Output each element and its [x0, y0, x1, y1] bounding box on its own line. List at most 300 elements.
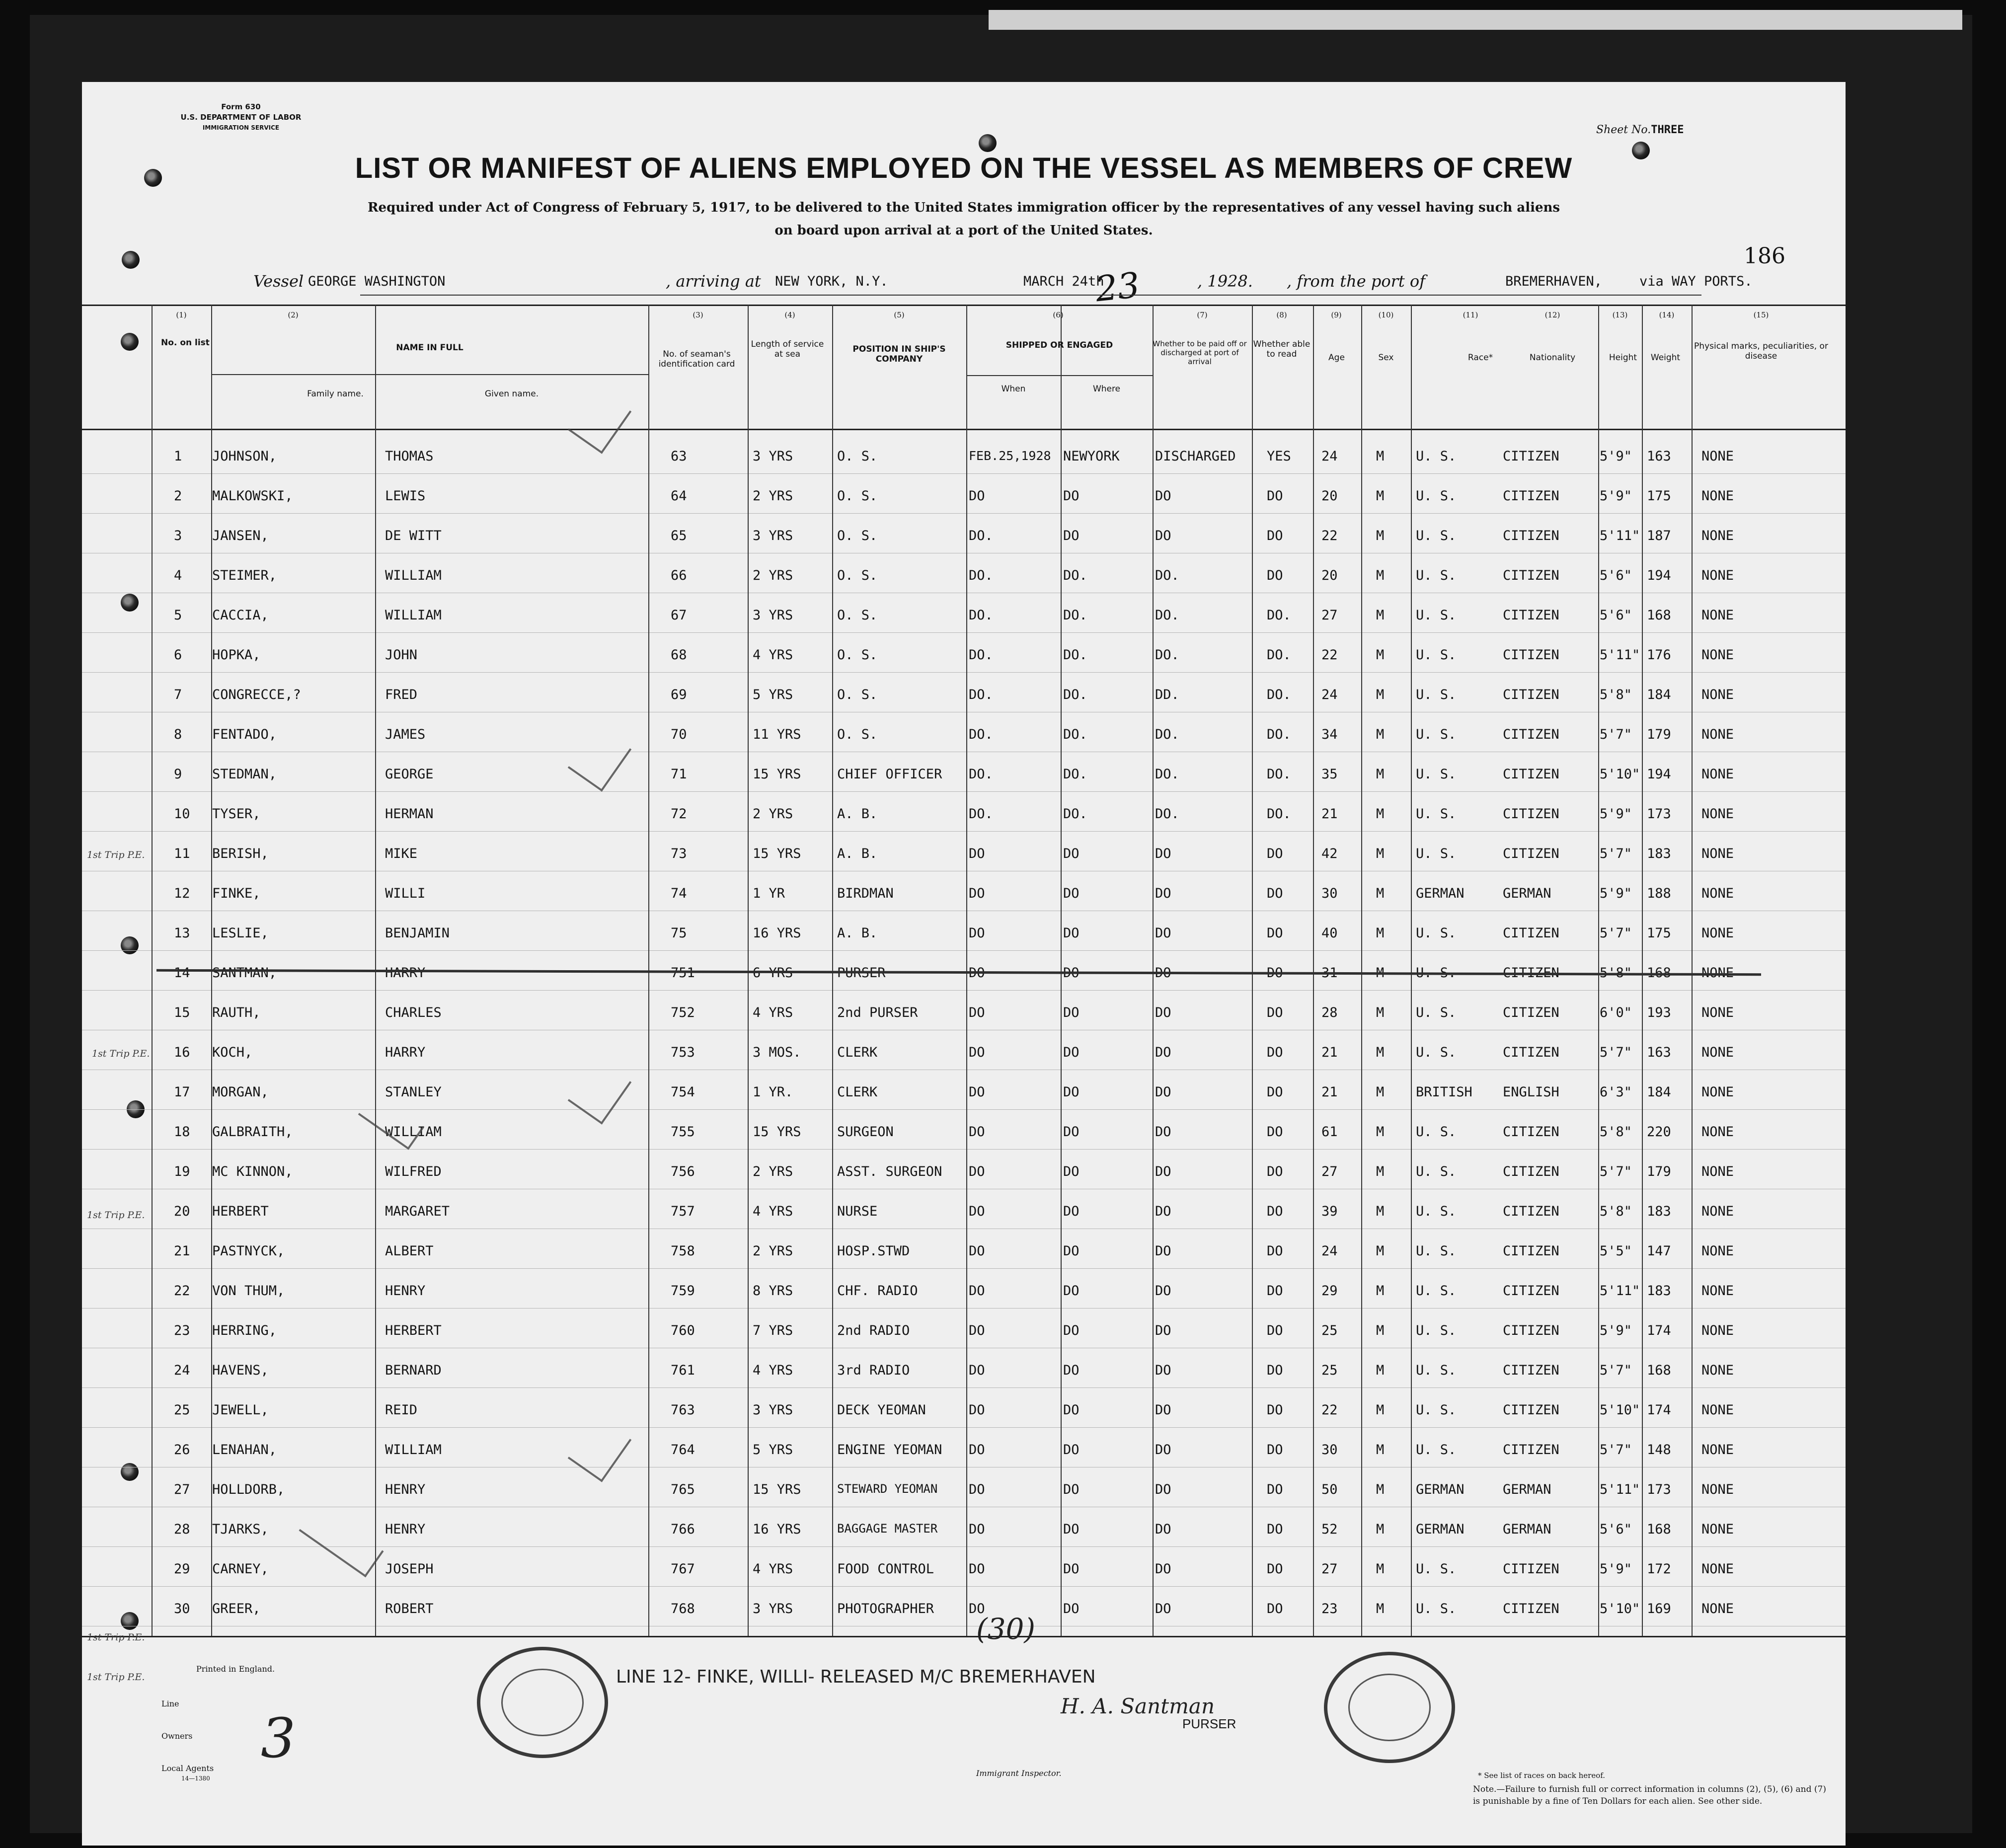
length-of-service: 15 YRS	[753, 846, 801, 861]
punch-hole	[122, 251, 140, 269]
row-number: 25	[174, 1402, 190, 1418]
column-number: (7)	[1197, 310, 1208, 319]
row-number: 13	[174, 925, 190, 941]
margin-note: 1st Trip P.E.	[87, 1672, 145, 1683]
shipped-where: DO	[1063, 1561, 1080, 1577]
release-note: LINE 12- FINKE, WILLI- RELEASED M/C BREMERHAVEN	[616, 1667, 1096, 1687]
height: 5'11"	[1600, 1482, 1640, 1497]
race: U. S.	[1416, 568, 1457, 583]
family-name: HOPKA,	[212, 647, 261, 663]
shipped-when: DO.	[969, 568, 993, 583]
shipped-where: DO.	[1063, 608, 1087, 623]
header-sex: Sex	[1378, 353, 1394, 363]
family-name: MALKOWSKI,	[212, 488, 293, 504]
shipped-when: DO	[969, 1204, 985, 1219]
header-no-on-list: No. on list	[161, 338, 210, 348]
shipped-where: DO	[1063, 965, 1080, 981]
race: U. S.	[1416, 488, 1457, 504]
family-name: HERRING,	[212, 1323, 277, 1338]
nationality: GERMAN	[1503, 886, 1551, 901]
column-number: (6)	[1053, 310, 1064, 319]
weight: 163	[1647, 1045, 1671, 1060]
race: U. S.	[1416, 647, 1457, 663]
able-to-read: DO	[1267, 1204, 1283, 1219]
seaman-card-number: 67	[671, 608, 687, 623]
shipped-when: DO	[969, 1363, 985, 1378]
sex: M	[1376, 1045, 1385, 1060]
height: 5'10"	[1600, 767, 1640, 782]
given-name: THOMAS	[385, 449, 434, 464]
height: 5'11"	[1600, 647, 1640, 663]
page-number: 186	[1744, 243, 1785, 269]
height: 5'6"	[1600, 568, 1632, 583]
table-row	[82, 687, 1846, 727]
header-where: Where	[1092, 384, 1121, 394]
paid-off-status: DO	[1155, 528, 1171, 543]
header-height: Height	[1609, 353, 1637, 363]
column-number: (15)	[1753, 310, 1769, 319]
seal-center	[1348, 1674, 1431, 1741]
physical-marks: NONE	[1701, 687, 1734, 702]
table-row	[82, 846, 1846, 886]
length-of-service: 5 YRS	[753, 1442, 793, 1458]
family-name: GALBRAITH,	[212, 1124, 293, 1140]
race: GERMAN	[1416, 1482, 1465, 1497]
seaman-card-number: 757	[671, 1204, 695, 1219]
row-number: 16	[174, 1045, 190, 1060]
weight: 175	[1647, 925, 1671, 941]
shipped-when: DO	[969, 488, 985, 504]
weight: 168	[1647, 1363, 1671, 1378]
table-row	[82, 727, 1846, 767]
seaman-card-number: 758	[671, 1243, 695, 1259]
paid-off-status: DO	[1155, 1601, 1171, 1617]
physical-marks: NONE	[1701, 1522, 1734, 1537]
row-number: 20	[174, 1204, 190, 1219]
length-of-service: 2 YRS	[753, 1243, 793, 1259]
nationality: CITIZEN	[1503, 687, 1559, 702]
punch-hole	[979, 134, 997, 152]
column-number: (5)	[894, 310, 905, 319]
paid-off-status: DO	[1155, 488, 1171, 504]
age: 42	[1321, 846, 1338, 861]
paid-off-status: DO	[1155, 1164, 1171, 1179]
age: 22	[1321, 647, 1338, 663]
length-of-service: 15 YRS	[753, 1482, 801, 1497]
given-name: WILLIAM	[385, 1442, 442, 1458]
row-number: 28	[174, 1522, 190, 1537]
seaman-card-number: 66	[671, 568, 687, 583]
sex: M	[1376, 806, 1385, 822]
table-row	[82, 488, 1846, 528]
local-agents-label: Local Agents	[161, 1764, 214, 1773]
length-of-service: 3 MOS.	[753, 1045, 801, 1060]
race: BRITISH	[1416, 1084, 1472, 1100]
given-name: MIKE	[385, 846, 418, 861]
table-row	[82, 608, 1846, 647]
physical-marks: NONE	[1701, 1363, 1734, 1378]
height: 5'11"	[1600, 528, 1640, 543]
header-family-name: Family name.	[307, 389, 364, 399]
height: 5'7"	[1600, 925, 1632, 941]
position: BIRDMAN	[837, 886, 894, 901]
weight: 176	[1647, 647, 1671, 663]
via-ports: via WAY PORTS.	[1639, 274, 1753, 289]
nationality: CITIZEN	[1503, 1045, 1559, 1060]
position: 2nd RADIO	[837, 1323, 910, 1338]
race: U. S.	[1416, 1442, 1457, 1458]
family-name: HOLLDORB,	[212, 1482, 285, 1497]
seaman-card-number: 63	[671, 449, 687, 464]
shipped-when: DO.	[969, 687, 993, 702]
table-row	[82, 1124, 1846, 1164]
nationality: CITIZEN	[1503, 608, 1559, 623]
age: 28	[1321, 1005, 1338, 1020]
arrival-date: MARCH 24th	[1023, 274, 1104, 289]
shipped-when: DO	[969, 1522, 985, 1537]
seaman-card-number: 64	[671, 488, 687, 504]
given-name: HENRY	[385, 1283, 426, 1299]
given-name: HARRY	[385, 965, 426, 981]
able-to-read: DO	[1267, 1323, 1283, 1338]
row-number: 4	[174, 568, 182, 583]
sex: M	[1376, 568, 1385, 583]
nationality: CITIZEN	[1503, 806, 1559, 822]
paid-off-status: DO	[1155, 1005, 1171, 1020]
seaman-card-number: 69	[671, 687, 687, 702]
table-row	[82, 1164, 1846, 1204]
weight: 163	[1647, 449, 1671, 464]
sex: M	[1376, 608, 1385, 623]
seaman-card-number: 65	[671, 528, 687, 543]
able-to-read: DO	[1267, 488, 1283, 504]
race: U. S.	[1416, 1124, 1457, 1140]
race: U. S.	[1416, 687, 1457, 702]
position: PURSER	[837, 965, 886, 981]
vessel-label: Vessel	[253, 272, 304, 291]
sex: M	[1376, 1522, 1385, 1537]
able-to-read: DO	[1267, 528, 1283, 543]
weight: 183	[1647, 1204, 1671, 1219]
subheader-rule	[211, 374, 648, 375]
header-seaman-card: No. of seaman's identification card	[658, 349, 735, 369]
table-row	[82, 767, 1846, 806]
shipped-where: DO	[1063, 1442, 1080, 1458]
physical-marks: NONE	[1701, 528, 1734, 543]
weight: 174	[1647, 1402, 1671, 1418]
page-title: LIST OR MANIFEST OF ALIENS EMPLOYED ON THE VESSEL AS MEMBERS OF CREW	[355, 152, 1573, 184]
family-name: CARNEY,	[212, 1561, 269, 1577]
sex: M	[1376, 1363, 1385, 1378]
age: 25	[1321, 1323, 1338, 1338]
height: 5'7"	[1600, 1164, 1632, 1179]
shipped-where: DO	[1063, 846, 1080, 861]
shipped-where: DO	[1063, 1005, 1080, 1020]
seaman-card-number: 766	[671, 1522, 695, 1537]
length-of-service: 4 YRS	[753, 1204, 793, 1219]
shipped-where: DO	[1063, 1164, 1080, 1179]
row-number: 7	[174, 687, 182, 702]
subheader-rule	[966, 375, 1153, 376]
nationality: CITIZEN	[1503, 1204, 1559, 1219]
age: 30	[1321, 886, 1338, 901]
seaman-card-number: 72	[671, 806, 687, 822]
age: 21	[1321, 1084, 1338, 1100]
row-number: 1	[174, 449, 182, 464]
height: 5'9"	[1600, 1561, 1632, 1577]
race: U. S.	[1416, 528, 1457, 543]
height: 5'7"	[1600, 1363, 1632, 1378]
height: 5'5"	[1600, 1243, 1632, 1259]
position: O. S.	[837, 647, 878, 663]
header-physical-marks: Physical marks, peculiarities, or disease	[1694, 341, 1828, 361]
shipped-where: DO	[1063, 1243, 1080, 1259]
able-to-read: DO.	[1267, 647, 1291, 663]
physical-marks: NONE	[1701, 886, 1734, 901]
length-of-service: 16 YRS	[753, 1522, 801, 1537]
table-row	[82, 1005, 1846, 1045]
seaman-card-number: 759	[671, 1283, 695, 1299]
age: 35	[1321, 767, 1338, 782]
row-number: 9	[174, 767, 182, 782]
able-to-read: DO	[1267, 1164, 1283, 1179]
family-name: MORGAN,	[212, 1084, 269, 1100]
physical-marks: NONE	[1701, 965, 1734, 981]
agents-code: 14—1380	[181, 1775, 210, 1782]
age: 24	[1321, 687, 1338, 702]
given-name: WILLI	[385, 886, 426, 901]
handwritten-date-correction: 23	[1093, 264, 1142, 310]
nationality: CITIZEN	[1503, 965, 1559, 981]
seaman-card-number: 768	[671, 1601, 695, 1617]
shipped-when: DO	[969, 1243, 985, 1259]
table-row	[82, 925, 1846, 965]
able-to-read: DO	[1267, 568, 1283, 583]
weight: 175	[1647, 488, 1671, 504]
shipped-when: DO	[969, 1482, 985, 1497]
weight: 168	[1647, 1522, 1671, 1537]
margin-note: 1st Trip P.E.	[87, 849, 145, 860]
table-row	[82, 1045, 1846, 1084]
table-row	[82, 886, 1846, 925]
background-sheet-edge	[989, 10, 1962, 30]
length-of-service: 4 YRS	[753, 1561, 793, 1577]
age: 27	[1321, 1561, 1338, 1577]
able-to-read: DO	[1267, 1084, 1283, 1100]
weight: 174	[1647, 1323, 1671, 1338]
height: 5'7"	[1600, 846, 1632, 861]
family-name: SANTMAN,	[212, 965, 277, 981]
sex: M	[1376, 1402, 1385, 1418]
shipped-when: DO	[969, 1442, 985, 1458]
handwritten-count: (30)	[976, 1612, 1036, 1646]
paid-off-status: DO	[1155, 1045, 1171, 1060]
given-name: MARGARET	[385, 1204, 450, 1219]
weight: 147	[1647, 1243, 1671, 1259]
row-number: 8	[174, 727, 182, 742]
shipped-where: DO	[1063, 1601, 1080, 1617]
paid-off-status: DO	[1155, 925, 1171, 941]
length-of-service: 2 YRS	[753, 488, 793, 504]
nationality: CITIZEN	[1503, 1164, 1559, 1179]
purser-label: PURSER	[1182, 1716, 1236, 1731]
physical-marks: NONE	[1701, 1124, 1734, 1140]
physical-marks: NONE	[1701, 846, 1734, 861]
row-number: 27	[174, 1482, 190, 1497]
shipped-where: DO	[1063, 528, 1080, 543]
length-of-service: 5 YRS	[753, 687, 793, 702]
length-of-service: 3 YRS	[753, 528, 793, 543]
shipped-where: DO.	[1063, 767, 1087, 782]
header-able-to-read: Whether able to read	[1253, 339, 1311, 359]
sex: M	[1376, 925, 1385, 941]
family-name: STEIMER,	[212, 568, 277, 583]
paid-off-status: DO	[1155, 1363, 1171, 1378]
position: CHIEF OFFICER	[837, 767, 942, 782]
race: U. S.	[1416, 1323, 1457, 1338]
table-row	[82, 1283, 1846, 1323]
table-rule	[82, 305, 1846, 306]
row-number: 11	[174, 846, 190, 861]
paid-off-status: DO	[1155, 965, 1171, 981]
paid-off-status: DO.	[1155, 727, 1179, 742]
punch-hole	[121, 333, 139, 351]
able-to-read: DO	[1267, 1243, 1283, 1259]
seaman-card-number: 74	[671, 886, 687, 901]
consulate-seal	[1324, 1652, 1455, 1763]
position: DECK YEOMAN	[837, 1402, 926, 1418]
column-number: (8)	[1276, 310, 1287, 319]
table-row	[82, 1402, 1846, 1442]
consulate-seal	[477, 1647, 608, 1758]
able-to-read: DO	[1267, 1601, 1283, 1617]
table-row	[82, 1323, 1846, 1363]
shipped-where: DO	[1063, 1522, 1080, 1537]
physical-marks: NONE	[1701, 1243, 1734, 1259]
table-row	[82, 1561, 1846, 1601]
length-of-service: 15 YRS	[753, 1124, 801, 1140]
able-to-read: DO	[1267, 1402, 1283, 1418]
table-row	[82, 806, 1846, 846]
physical-marks: NONE	[1701, 1323, 1734, 1338]
race: U. S.	[1416, 1164, 1457, 1179]
race: U. S.	[1416, 608, 1457, 623]
physical-marks: NONE	[1701, 1283, 1734, 1299]
length-of-service: 4 YRS	[753, 647, 793, 663]
header-name-in-full: NAME IN FULL	[396, 343, 463, 353]
sheet-number	[1596, 124, 1684, 136]
family-name: JEWELL,	[212, 1402, 269, 1418]
age: 27	[1321, 1164, 1338, 1179]
table-row	[82, 1363, 1846, 1402]
race: U. S.	[1416, 727, 1457, 742]
given-name: STANLEY	[385, 1084, 442, 1100]
position: ASST. SURGEON	[837, 1164, 942, 1179]
given-name: CHARLES	[385, 1005, 442, 1020]
weight: 172	[1647, 1561, 1671, 1577]
given-name: BERNARD	[385, 1363, 442, 1378]
seaman-card-number: 75	[671, 925, 687, 941]
seaman-card-number: 71	[671, 767, 687, 782]
shipped-when: DO	[969, 846, 985, 861]
row-number: 6	[174, 647, 182, 663]
position: FOOD CONTROL	[837, 1561, 934, 1577]
table-row	[82, 1243, 1846, 1283]
height: 5'7"	[1600, 727, 1632, 742]
position: CLERK	[837, 1084, 878, 1100]
able-to-read: DO.	[1267, 767, 1291, 782]
sex: M	[1376, 528, 1385, 543]
age: 30	[1321, 1442, 1338, 1458]
nationality: CITIZEN	[1503, 925, 1559, 941]
row-number: 5	[174, 608, 182, 623]
family-name: STEDMAN,	[212, 767, 277, 782]
age: 40	[1321, 925, 1338, 941]
nationality: CITIZEN	[1503, 568, 1559, 583]
margin-note: 1st Trip P.E.	[87, 1632, 145, 1643]
header-length-of-service: Length of service at sea	[751, 339, 824, 359]
nationality: CITIZEN	[1503, 1402, 1559, 1418]
able-to-read: DO	[1267, 846, 1283, 861]
age: 24	[1321, 449, 1338, 464]
age: 22	[1321, 1402, 1338, 1418]
row-number: 12	[174, 886, 190, 901]
shipped-when: FEB.25,1928	[969, 449, 1051, 463]
position: 3rd RADIO	[837, 1363, 910, 1378]
page-subtitle	[306, 196, 1622, 242]
given-name: HARRY	[385, 1045, 426, 1060]
race: U. S.	[1416, 925, 1457, 941]
row-number: 2	[174, 488, 182, 504]
age: 20	[1321, 568, 1338, 583]
age: 61	[1321, 1124, 1338, 1140]
sex: M	[1376, 687, 1385, 702]
physical-marks: NONE	[1701, 608, 1734, 623]
length-of-service: 3 YRS	[753, 608, 793, 623]
race: U. S.	[1416, 1005, 1457, 1020]
age: 31	[1321, 965, 1338, 981]
row-number: 18	[174, 1124, 190, 1140]
from-port: BREMERHAVEN,	[1505, 274, 1603, 289]
length-of-service: 7 YRS	[753, 1323, 793, 1338]
shipped-where: DO	[1063, 1283, 1080, 1299]
row-number: 17	[174, 1084, 190, 1100]
weight: 173	[1647, 806, 1671, 822]
vessel-line	[253, 265, 1753, 295]
nationality: CITIZEN	[1503, 1283, 1559, 1299]
sex: M	[1376, 767, 1385, 782]
given-name: WILLIAM	[385, 608, 442, 623]
nationality: GERMAN	[1503, 1482, 1551, 1497]
physical-marks: NONE	[1701, 767, 1734, 782]
height: 5'8"	[1600, 1124, 1632, 1140]
able-to-read: DO.	[1267, 727, 1291, 742]
nationality: CITIZEN	[1503, 1601, 1559, 1617]
seaman-card-number: 752	[671, 1005, 695, 1020]
family-name: LENAHAN,	[212, 1442, 277, 1458]
age: 39	[1321, 1204, 1338, 1219]
position: A. B.	[837, 846, 878, 861]
length-of-service: 16 YRS	[753, 925, 801, 941]
given-name: WILLIAM	[385, 568, 442, 583]
weight: 188	[1647, 886, 1671, 901]
row-number: 10	[174, 806, 190, 822]
race-footnote: * See list of races on back hereof.	[1478, 1771, 1606, 1780]
shipped-when: DO	[969, 1283, 985, 1299]
weight: 169	[1647, 1601, 1671, 1617]
family-name: JOHNSON,	[212, 449, 277, 464]
age: 29	[1321, 1283, 1338, 1299]
